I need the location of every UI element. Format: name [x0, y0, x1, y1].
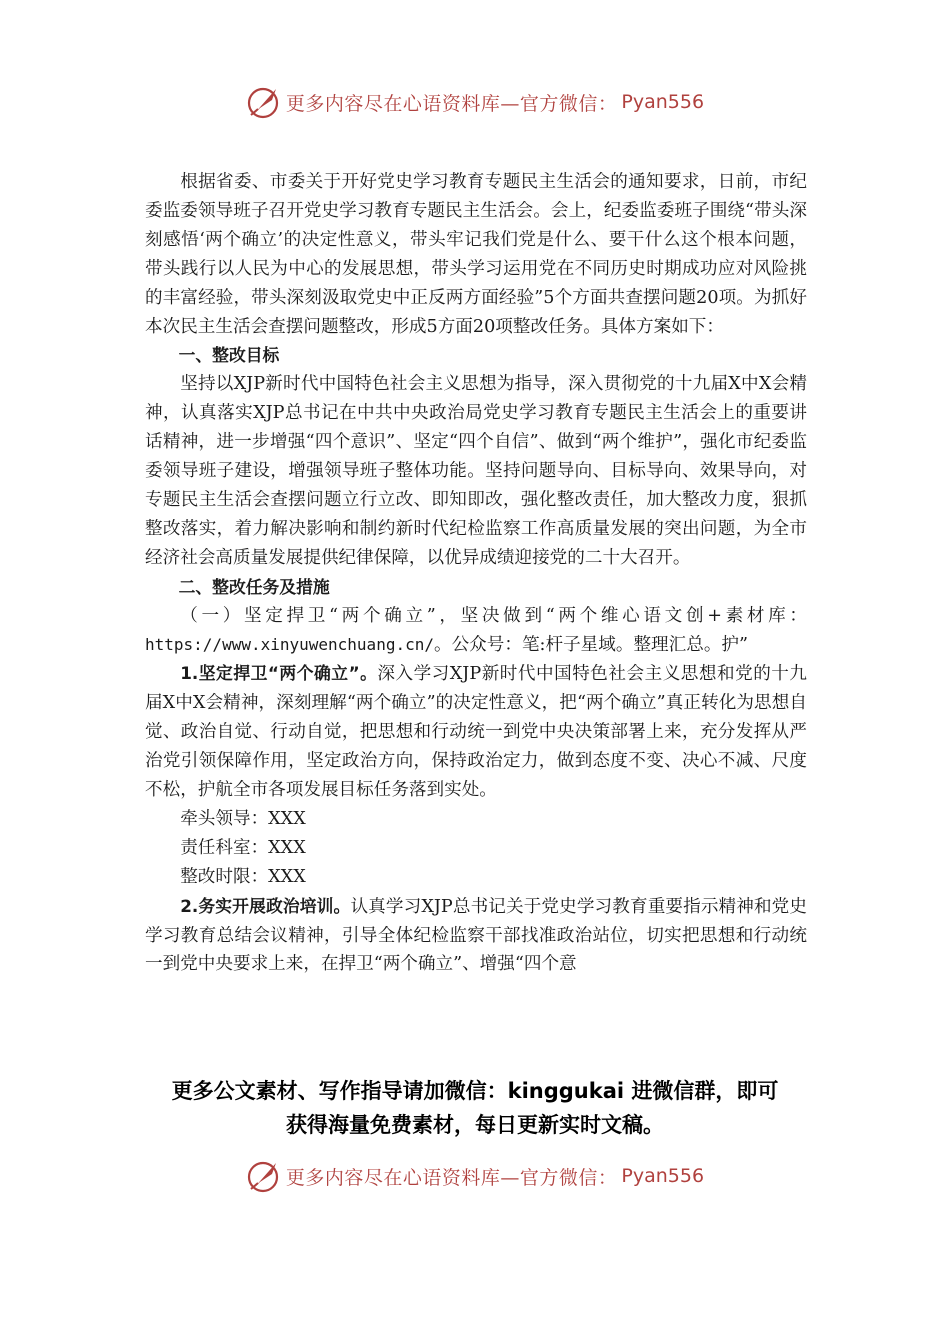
- source-url: https://www.xinyuwenchuang.cn/: [145, 634, 434, 654]
- banner-wechat-id: Pyan556: [621, 1165, 705, 1187]
- lead-leader: 牵头领导：XXX: [180, 808, 306, 829]
- item2-body: 认真学习XJP总书记关于党史学习教育重要指示精神和党史学习教育总结会议精神，引导全体纪检监察干部找准政治站位，切实把思想和行动统一到党中央要求上来，在捍卫“两个确立”、增强“四个意: [145, 896, 807, 975]
- deadline: 整改时限：XXX: [180, 866, 306, 887]
- subsection1-text-b: 。公众号：笔:杆子星域。整理汇总。护”: [433, 634, 749, 655]
- header-banner: [0, 84, 950, 120]
- banner-wechat-id: Pyan556: [621, 91, 705, 113]
- promo-line-2: 获得海量免费素材，每日更新实时文稿。: [286, 1113, 664, 1137]
- responsible-office: 责任科室：XXX: [180, 837, 306, 858]
- section1-heading: 一、整改目标: [178, 345, 280, 366]
- banner-text: 更多内容尽在心语资料库—官方微信：: [285, 92, 618, 115]
- subsection1-heading: [145, 602, 807, 660]
- quill-logo-icon: [246, 1158, 282, 1194]
- item2-paragraph: [145, 892, 807, 980]
- item1-body: 深入学习XJP新时代中国特色社会主义思想和党的十九届X中X会精神，深刻理解“两个确立”的决定性意义，把“两个确立”真正转化为思想自觉、政治自觉、行动自觉，把思想和行动统一到党中央决策部署上来，充分发挥从严治党引领保障作用，坚定政治方向，保持政治定力，做到态度不变、决心不减、尺度不松，护航全市各项发展目标任务落到实处。: [145, 664, 807, 801]
- footer-banner: [0, 1158, 950, 1194]
- subsection1-text-a: （一）坚定捍卫“两个确立”，坚决做到“两个维心语文创+素材库：: [180, 605, 807, 626]
- document-body: [145, 168, 807, 979]
- section1-paragraph: 坚持以XJP新时代中国特色社会主义思想为指导，深入贯彻党的十九届X中X会精神，认真落实XJP总书记在中共中央政治局党史学习教育专题民主生活会上的重要讲话精神，进一步增强“四个意识”、坚定“四个自信”、做到“两个维护”，强化市纪委监委领导班子建设，增强领导班子整体功能。坚持问题导向、目标导向、效果导向，对专题民主生活会查摆问题立行立改、即知即改，强化整改责任，加大整改力度，狠抓整改落实，着力解决影响和制约新时代纪检监察工作高质量发展的突出问题，为全市经济社会高质量发展提供纪律保障，以优异成绩迎接党的二十大召开。: [145, 374, 807, 568]
- item1-paragraph: [145, 659, 807, 805]
- section2-heading: 二、整改任务及措施: [178, 576, 330, 597]
- intro-paragraph: 根据省委、市委关于开好党史学习教育专题民主生活会的通知要求，日前，市纪委监委领导班子召开党史学习教育专题民主生活会。会上，纪委监委班子围绕“带头深刻感悟‘两个确立’的决定性意义，带头牢记我们党是什么、要干什么这个根本问题，带头践行以人民为中心的发展思想，带头学习运用党在不同历史时期成功应对风险挑的丰富经验，带头深刻汲取党史中正反两方面经验”5个方面共查摆问题20项。为抓好本次民主生活会查摆问题整改，形成5方面20项整改任务。具体方案如下：: [145, 172, 807, 337]
- banner-text: 更多内容尽在心语资料库—官方微信：: [285, 1166, 618, 1189]
- promo-notice: [0, 1074, 950, 1142]
- promo-line-1: 更多公文素材、写作指导请加微信：kinggukai 进微信群，即可: [171, 1079, 779, 1103]
- quill-logo-icon: [246, 84, 282, 120]
- item1-title: 1.坚定捍卫“两个确立”。: [180, 663, 378, 684]
- item2-title: 2.务实开展政治培训。: [180, 895, 351, 916]
